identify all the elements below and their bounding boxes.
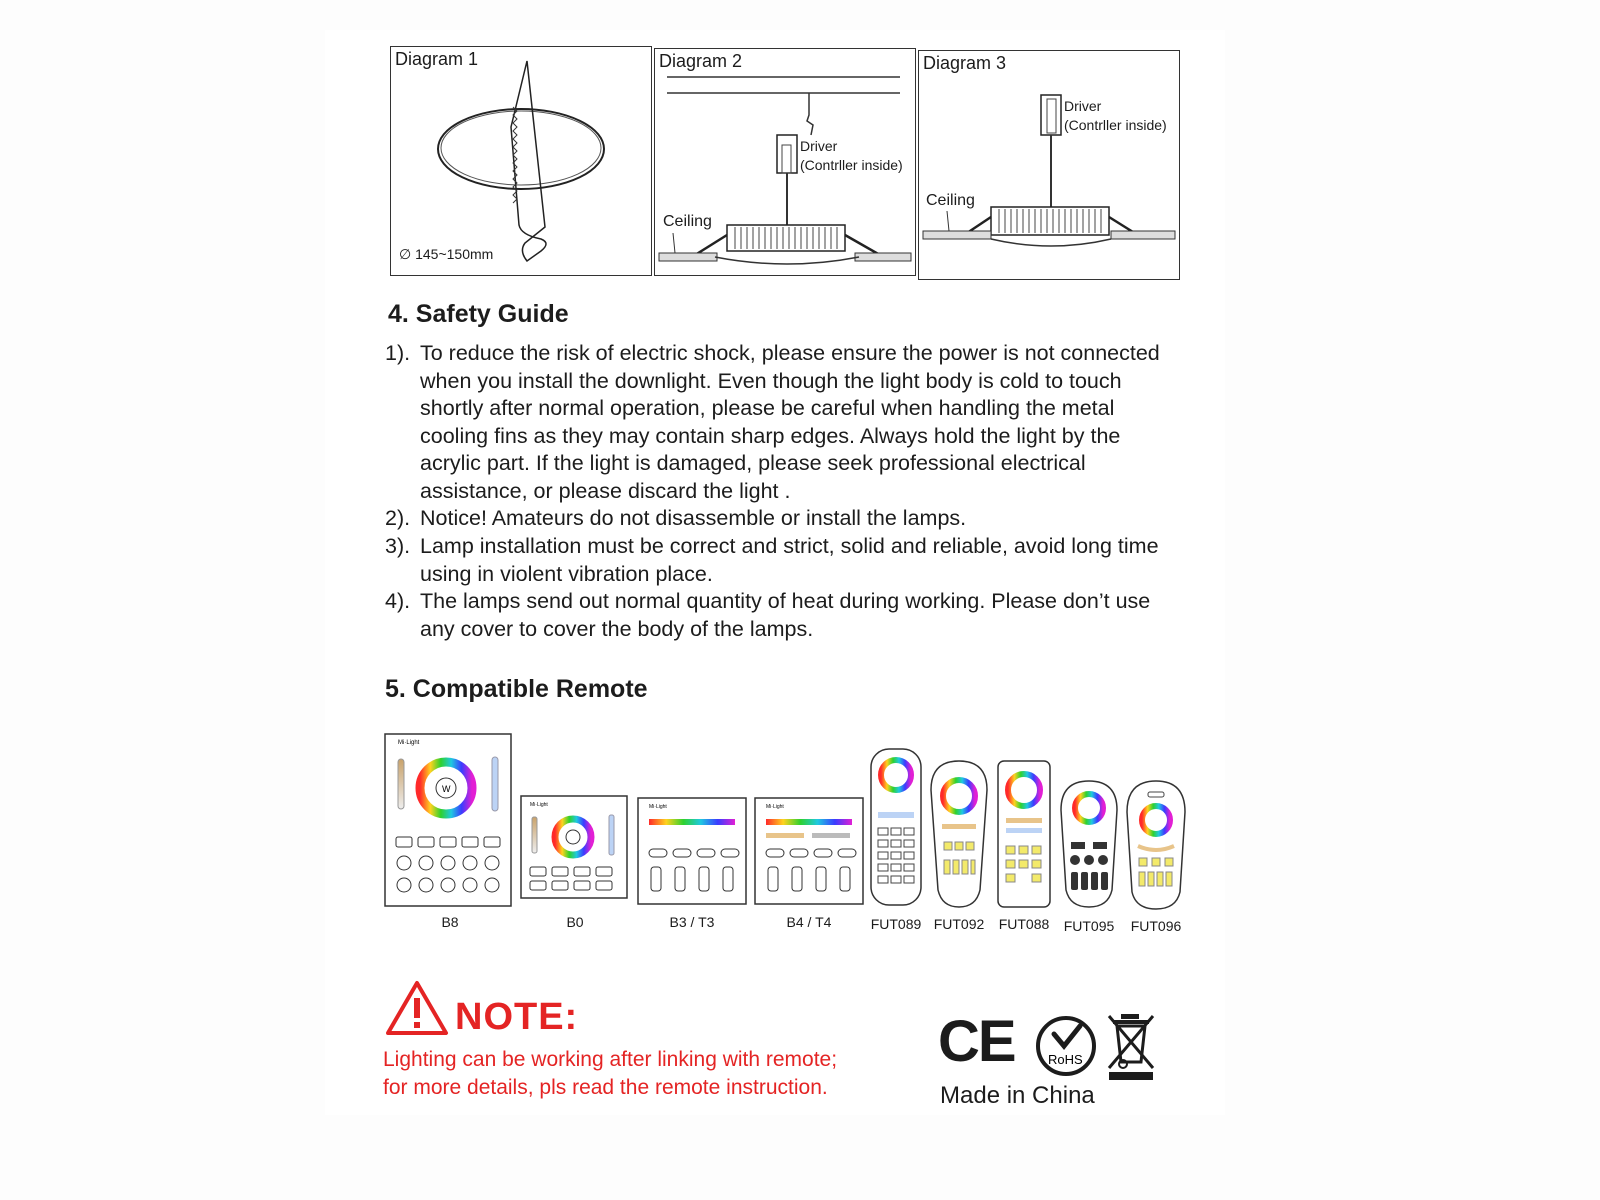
brand-label: Mi·Light [530, 802, 548, 808]
made-in-label: Made in China [940, 1082, 1095, 1109]
note-line-2: for more details, pls read the remote instruction. [383, 1076, 828, 1099]
driver-sub-label: (Contrller inside) [800, 157, 903, 173]
remote-label: B0 [566, 914, 584, 930]
remote-fut096 [1126, 780, 1186, 910]
rohs-icon [1034, 1014, 1098, 1078]
hole-size-label: ∅ 145~150mm [399, 246, 494, 262]
remote-label: FUT095 [1063, 918, 1115, 934]
diagram-title: Diagram 3 [923, 53, 1007, 73]
item-number: 4). [385, 589, 411, 613]
warning-triangle-icon [385, 980, 449, 1036]
remote-b3-t3 [637, 797, 747, 905]
diagram-title: Diagram 1 [395, 49, 479, 69]
driver-box [777, 135, 797, 173]
remote-b8 [384, 733, 512, 907]
remote-fut089 [870, 748, 922, 906]
installation-drawing-3 [919, 51, 1179, 279]
remote-label: FUT089 [870, 916, 922, 932]
remote-b4-t4 [754, 797, 864, 905]
remote-b0 [520, 795, 628, 899]
brand-label: Mi·Light [398, 740, 420, 746]
downlight-body [727, 225, 845, 251]
diagram-title: Diagram 2 [659, 51, 743, 71]
remote-label: B4 / T4 [786, 914, 832, 930]
safety-item-1 [385, 340, 1185, 505]
safety-item-3 [385, 533, 1185, 588]
remote-label: B8 [441, 914, 459, 930]
driver-sub-label: (Contrller inside) [1064, 117, 1167, 133]
note-line-1: Lighting can be working after linking with remote; [383, 1048, 838, 1071]
diagram-3 [918, 50, 1180, 280]
downlight-body [991, 207, 1109, 235]
remote-label: FUT096 [1130, 918, 1182, 934]
item-text: Notice! Amateurs do not disassemble or install the lamps. [420, 506, 967, 530]
driver-label: Driver [800, 138, 838, 154]
compatible-remote-heading: 5. Compatible Remote [385, 675, 648, 703]
ceiling-label: Ceiling [926, 192, 975, 209]
safety-item-4 [385, 588, 1185, 643]
ceiling-label: Ceiling [663, 213, 712, 230]
remote-fut088 [997, 760, 1051, 908]
remote-label: B3 / T3 [669, 914, 715, 930]
item-number: 3). [385, 534, 411, 558]
rohs-label: RoHS [1048, 1052, 1083, 1067]
remote-label: FUT092 [933, 916, 985, 932]
driver-label: Driver [1064, 98, 1102, 114]
item-number: 2). [385, 506, 411, 530]
remote-fut095 [1060, 780, 1118, 908]
item-text: Lamp installation must be correct and strict, solid and reliable, avoid long time using in violent vibration place. [420, 534, 1159, 586]
driver-box [1041, 95, 1061, 135]
item-number: 1). [385, 341, 411, 365]
brand-label: Mi·Light [766, 804, 784, 810]
diagram-1 [390, 46, 652, 276]
note-title: NOTE: [455, 996, 579, 1038]
brand-label: Mi·Light [649, 804, 667, 810]
remote-fut092 [930, 760, 988, 908]
safety-guide-heading: 4. Safety Guide [388, 300, 569, 328]
saw-icon [511, 61, 546, 261]
diagram-2 [654, 48, 916, 276]
item-text: To reduce the risk of electric shock, please ensure the power is not connected when you install the downlight. Even though the light body is cold to touch shortly after normal operation, please be careful when handling the metal cooling fins as they may contain sharp edges. Always hold the light by the acrylic part. If the light is damaged, please seek professional electrical assistance, or please discard the light . [420, 341, 1160, 503]
item-text: The lamps send out normal quantity of heat during working. Please don’t use any cover to cover the body of the lamps. [420, 589, 1151, 641]
white-button-label: W [442, 784, 451, 794]
cutout-drawing [391, 47, 651, 275]
safety-item-2 [385, 505, 1185, 533]
remote-label: FUT088 [998, 916, 1050, 932]
weee-bin-icon [1105, 1012, 1159, 1080]
ce-mark-icon: CE [938, 1009, 1015, 1074]
